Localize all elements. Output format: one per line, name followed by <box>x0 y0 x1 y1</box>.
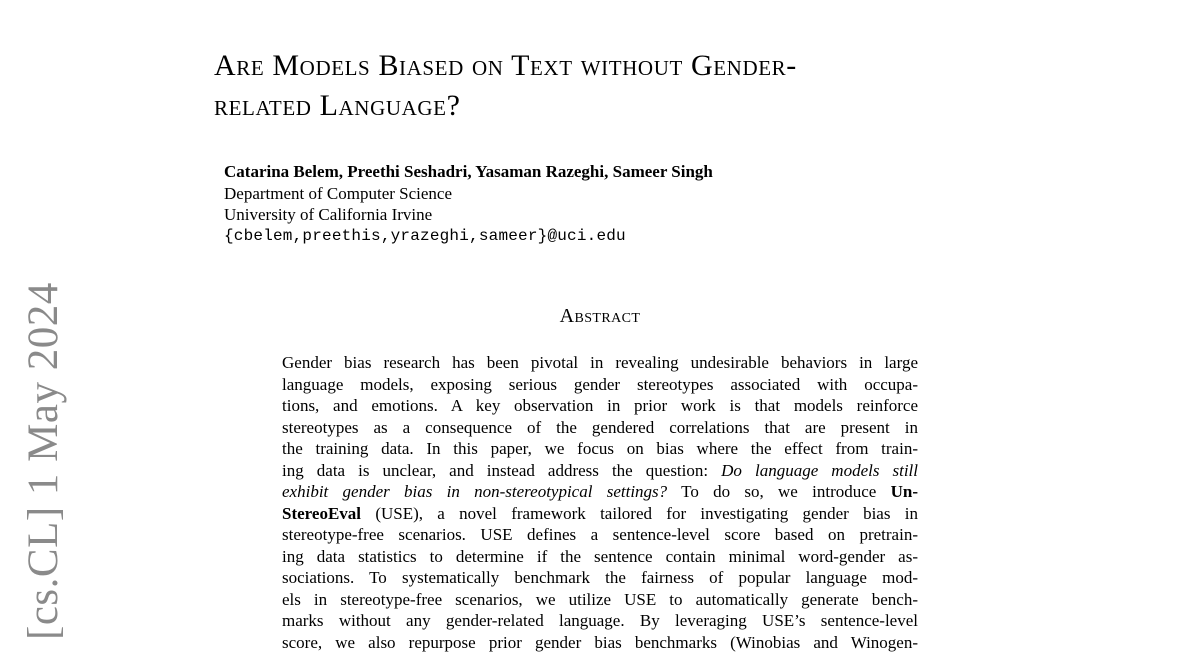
paper-title <box>214 46 1034 126</box>
abstract-text: stereotypes as a consequence of the gendered correlations that are present in <box>282 418 918 437</box>
abstract-text: language models, exposing serious gender stereotypes associated with occupa- <box>282 375 918 394</box>
department: Department of Computer Science <box>224 183 713 205</box>
abstract-heading: Abstract <box>0 305 1200 328</box>
abstract-text: tions, and emotions. A key observation in prior work is that models reinforce <box>282 396 918 415</box>
abstract-line <box>282 524 918 546</box>
abstract-line <box>282 395 918 417</box>
abstract-text: Gender bias research has been pivotal in revealing undesirable behaviors in large <box>282 353 918 372</box>
abstract-line <box>282 417 918 439</box>
abstract-line <box>282 567 918 589</box>
paper-title-line-2: related Language? <box>214 86 1034 126</box>
university: University of California Irvine <box>224 204 713 226</box>
author-emails: {cbelem,preethis,yrazeghi,sameer}@uci.edu <box>224 226 713 248</box>
author-block <box>224 161 713 247</box>
abstract-line <box>282 632 918 653</box>
abstract-line <box>282 352 918 374</box>
abstract-italic-text: exhibit gender bias in non-stereotypical settings? <box>282 482 667 501</box>
abstract-text: the training data. In this paper, we focus on bias where the effect from train- <box>282 439 918 458</box>
arxiv-side-stamp: [cs.CL] 1 May 2024 <box>22 282 65 640</box>
abstract-text: els in stereotype-free scenarios, we utilize USE to automatically generate bench- <box>282 590 918 609</box>
abstract-body <box>282 352 918 653</box>
abstract-bold-text: StereoEval <box>282 504 361 523</box>
abstract-line <box>282 374 918 396</box>
abstract-line <box>282 481 918 503</box>
abstract-text: (USE), a novel framework tailored for investigating gender bias in <box>361 504 918 523</box>
author-names: Catarina Belem, Preethi Seshadri, Yasaman Razeghi, Sameer Singh <box>224 161 713 183</box>
abstract-text: sociations. To systematically benchmark the fairness of popular language mod- <box>282 568 918 587</box>
abstract-line <box>282 503 918 525</box>
abstract-text: stereotype-free scenarios. USE defines a sentence-level score based on pretrain- <box>282 525 918 544</box>
abstract-text: To do so, we introduce <box>667 482 890 501</box>
abstract-line <box>282 546 918 568</box>
abstract-line <box>282 438 918 460</box>
abstract-line <box>282 460 918 482</box>
abstract-text: ing data is unclear, and instead address the question: <box>282 461 721 480</box>
abstract-text: score, we also repurpose prior gender bias benchmarks (Winobias and Winogen- <box>282 633 918 652</box>
abstract-line <box>282 610 918 632</box>
abstract-bold-text: Un- <box>891 482 918 501</box>
abstract-italic-text: Do language models still <box>721 461 918 480</box>
abstract-text: ing data statistics to determine if the sentence contain minimal word-gender as- <box>282 547 918 566</box>
paper-title-line-1: Are Models Biased on Text without Gender- <box>214 46 1034 86</box>
abstract-line <box>282 589 918 611</box>
abstract-text: marks without any gender-related language. By leveraging USE’s sentence-level <box>282 611 918 630</box>
